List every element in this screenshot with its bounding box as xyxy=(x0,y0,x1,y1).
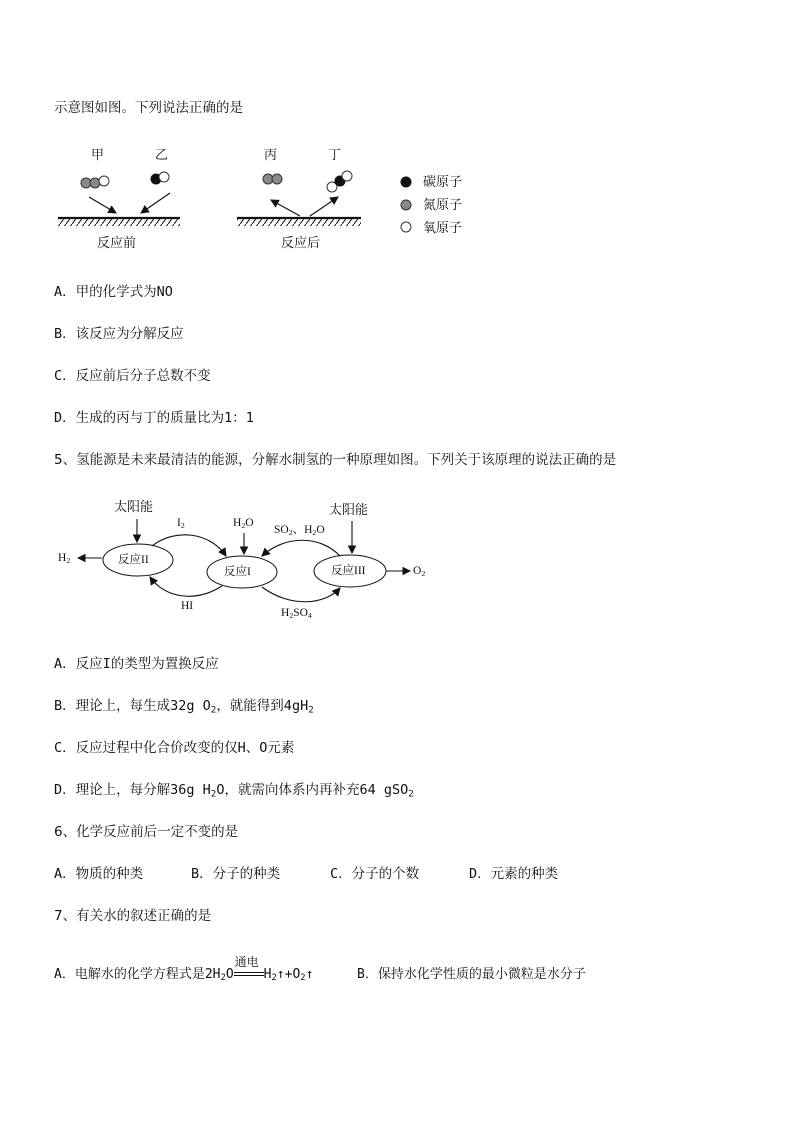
solar-label-left: 太阳能 xyxy=(114,500,154,515)
q5-option-c: C．反应过程中化合价改变的仅H、O元素 xyxy=(54,740,295,756)
q7-option-a: A．电解水的化学方程式是$2H_2O$ 通电 $H_2↑+O_2↑$ xyxy=(54,955,314,984)
h2-output-label: $H_2$ xyxy=(58,552,71,565)
q4-option-c: C．反应前后分子总数不变 xyxy=(54,368,211,384)
q7-option-b: B．保持水化学性质的最小微粒是水分子 xyxy=(357,967,586,982)
q5-option-d: D．理论上，每分解36g $H_2O$，就需向体系内再补充64 gSO$_2$ xyxy=(54,782,414,800)
h2so4-label: $H_2SO_4$ xyxy=(281,607,312,620)
q4-option-d: D．生成的丙与丁的质量比为1：1 xyxy=(54,410,254,426)
legend-nitrogen-label: 氮原子 xyxy=(423,198,463,213)
q6-option-d: D．元素的种类 xyxy=(469,866,559,882)
intro-text: 示意图如图。下列说法正确的是 xyxy=(54,100,243,116)
q7-stem: 7、有关水的叙述正确的是 xyxy=(54,908,212,924)
q6-option-a: A．物质的种类 xyxy=(54,866,144,882)
reaction-ii-label: 反应II xyxy=(118,554,149,566)
label-before: 反应前 xyxy=(97,236,137,251)
q6-option-b: B．分子的种类 xyxy=(191,866,281,882)
electrolysis-condition: 通电 xyxy=(234,966,264,984)
so2-h2o-label: $SO_2$、$H_2O$ xyxy=(274,524,325,537)
q4-option-a: A．甲的化学式为NO xyxy=(54,284,173,300)
q5-option-a: A．反应I的类型为置换反应 xyxy=(54,656,219,672)
reaction-i-label: 反应I xyxy=(224,566,251,578)
legend-oxygen-label: 氧原子 xyxy=(423,221,463,236)
q4-option-b: B．该反应为分解反应 xyxy=(54,326,184,342)
q6-stem: 6、化学反应前后一定不变的是 xyxy=(54,824,239,840)
h2o-label: $H_2O$ xyxy=(233,517,254,530)
label-jia: 甲 xyxy=(91,148,105,163)
label-bing: 丙 xyxy=(264,148,278,163)
legend-carbon-label: 碳原子 xyxy=(423,175,463,190)
label-after: 反应后 xyxy=(281,236,321,251)
q5-option-b: B．理论上，每生成32g $O_2$，就能得到$4gH_2$ xyxy=(54,698,314,716)
q5-stem: 5、氢能源是未来最清洁的能源，分解水制氢的一种原理如图。下列关于该原理的说法正确的是 xyxy=(54,452,617,468)
solar-label-right: 太阳能 xyxy=(329,503,369,518)
label-yi: 乙 xyxy=(155,148,169,163)
label-ding: 丁 xyxy=(328,148,342,163)
q6-option-c: C．分子的个数 xyxy=(330,866,420,882)
hi-label: HI xyxy=(181,600,194,612)
reaction-iii-label: 反应III xyxy=(331,565,366,577)
o2-output-label: $O_2$ xyxy=(413,565,426,578)
i2-label: $I_2$ xyxy=(177,517,185,530)
